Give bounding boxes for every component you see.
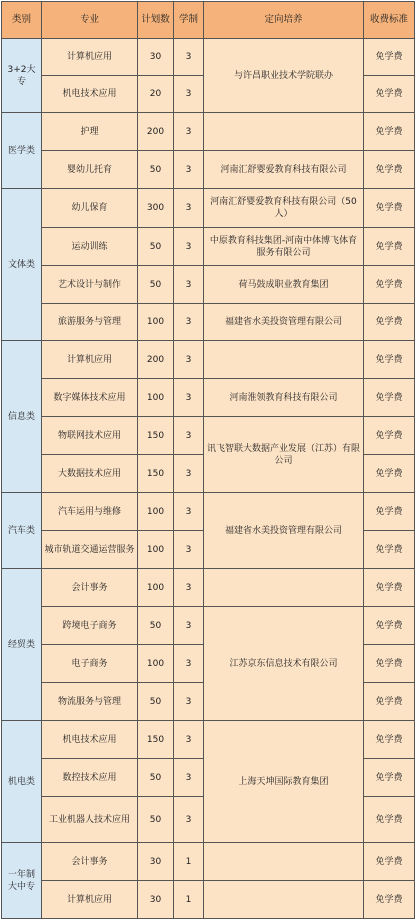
table-row: [2, 304, 415, 341]
table-row: [2, 189, 415, 228]
table-row: [2, 266, 415, 304]
header-category: 类别: [2, 2, 42, 39]
plan-cell: 100: [138, 645, 174, 683]
table-row: [2, 151, 415, 189]
fee-cell: 免学费: [364, 151, 415, 189]
years-cell: 3: [174, 151, 204, 189]
orientation-cell: [204, 341, 364, 379]
years-cell: 3: [174, 189, 204, 228]
orientation-cell: [204, 113, 364, 151]
orientation-cell: [204, 881, 364, 919]
orientation-cell: 中原教育科技集团-河南中体博飞体育服务有限公司: [204, 228, 364, 266]
fee-cell: 免学费: [364, 759, 415, 797]
category-cell: 3+2大专: [2, 39, 42, 113]
orientation-cell: 福建省水美投资管理有限公司: [204, 304, 364, 341]
plan-cell: 300: [138, 189, 174, 228]
major-cell: 工业机器人技术应用: [42, 797, 138, 843]
major-cell: 跨境电子商务: [42, 607, 138, 645]
plan-cell: 50: [138, 759, 174, 797]
years-cell: 3: [174, 797, 204, 843]
orientation-cell: 福建省水美投资管理有限公司: [204, 493, 364, 569]
fee-cell: 免学费: [364, 569, 415, 607]
fee-cell: 免学费: [364, 304, 415, 341]
major-cell: 会计事务: [42, 569, 138, 607]
fee-cell: 免学费: [364, 797, 415, 843]
plan-cell: 200: [138, 113, 174, 151]
major-cell: 婴幼儿托育: [42, 151, 138, 189]
years-cell: 3: [174, 531, 204, 569]
plan-cell: 50: [138, 683, 174, 721]
table-row: [2, 379, 415, 417]
fee-cell: 免学费: [364, 721, 415, 759]
fee-cell: 免学费: [364, 843, 415, 881]
plan-cell: 100: [138, 304, 174, 341]
major-cell: 汽车运用与维修: [42, 493, 138, 531]
years-cell: 3: [174, 455, 204, 493]
fee-cell: 免学费: [364, 228, 415, 266]
major-cell: 计算机应用: [42, 881, 138, 919]
table-row: [2, 228, 415, 266]
orientation-cell: 与许昌职业技术学院联办: [204, 39, 364, 113]
major-cell: 运动训练: [42, 228, 138, 266]
years-cell: 1: [174, 881, 204, 919]
orientation-cell: [204, 843, 364, 881]
years-cell: 3: [174, 683, 204, 721]
fee-cell: 免学费: [364, 645, 415, 683]
major-cell: 物流服务与管理: [42, 683, 138, 721]
major-cell: 计算机应用: [42, 39, 138, 76]
table-row: [2, 39, 415, 76]
major-cell: 护理: [42, 113, 138, 151]
plan-cell: 50: [138, 228, 174, 266]
header-years: 学制: [174, 2, 204, 39]
orientation-cell: 上海天坤国际教育集团: [204, 721, 364, 843]
fee-cell: 免学费: [364, 113, 415, 151]
major-cell: 城市轨道交通运营服务: [42, 531, 138, 569]
years-cell: 3: [174, 417, 204, 455]
years-cell: 3: [174, 266, 204, 304]
fee-cell: 免学费: [364, 266, 415, 304]
plan-cell: 150: [138, 417, 174, 455]
years-cell: 3: [174, 645, 204, 683]
fee-cell: 免学费: [364, 531, 415, 569]
orientation-cell: 河南汇舒婴爱教育科技有限公司（50人）: [204, 189, 364, 228]
years-cell: 3: [174, 228, 204, 266]
major-cell: 大数据技术应用: [42, 455, 138, 493]
major-cell: 数字媒体技术应用: [42, 379, 138, 417]
category-cell: 信息类: [2, 341, 42, 493]
category-cell: 汽车类: [2, 493, 42, 569]
category-cell: 文体类: [2, 189, 42, 341]
fee-cell: 免学费: [364, 493, 415, 531]
plan-cell: 100: [138, 379, 174, 417]
table-row: [2, 341, 415, 379]
header-orientation: 定向培养: [204, 2, 364, 39]
years-cell: 3: [174, 379, 204, 417]
years-cell: 3: [174, 759, 204, 797]
category-cell: 经贸类: [2, 569, 42, 721]
plan-cell: 50: [138, 607, 174, 645]
category-cell: 机电类: [2, 721, 42, 843]
plan-cell: 30: [138, 881, 174, 919]
fee-cell: 免学费: [364, 881, 415, 919]
category-cell: 医学类: [2, 113, 42, 189]
fee-cell: 免学费: [364, 189, 415, 228]
years-cell: 3: [174, 304, 204, 341]
plan-cell: 30: [138, 39, 174, 76]
plan-cell: 50: [138, 151, 174, 189]
table-row: [2, 843, 415, 881]
plan-cell: 30: [138, 843, 174, 881]
orientation-cell: 河南淮领教育科技有限公司: [204, 379, 364, 417]
major-cell: 机电技术应用: [42, 721, 138, 759]
table-row: [2, 417, 415, 455]
years-cell: 3: [174, 569, 204, 607]
plan-cell: 50: [138, 266, 174, 304]
enrollment-plan-table: [1, 1, 415, 919]
table-row: [2, 881, 415, 919]
fee-cell: 免学费: [364, 76, 415, 113]
major-cell: 机电技术应用: [42, 76, 138, 113]
orientation-cell: 讯飞智联大数据产业发展（江苏）有限公司: [204, 417, 364, 493]
table-row: [2, 721, 415, 759]
header-major: 专业: [42, 2, 138, 39]
header-plan: 计划数: [138, 2, 174, 39]
fee-cell: 免学费: [364, 417, 415, 455]
major-cell: 物联网技术应用: [42, 417, 138, 455]
major-cell: 电子商务: [42, 645, 138, 683]
years-cell: 1: [174, 843, 204, 881]
major-cell: 艺术设计与制作: [42, 266, 138, 304]
header-fee: 收费标准: [364, 2, 415, 39]
plan-cell: 200: [138, 341, 174, 379]
major-cell: 幼儿保育: [42, 189, 138, 228]
major-cell: 计算机应用: [42, 341, 138, 379]
years-cell: 3: [174, 76, 204, 113]
plan-cell: 50: [138, 797, 174, 843]
major-cell: 旅游服务与管理: [42, 304, 138, 341]
major-cell: 数控技术应用: [42, 759, 138, 797]
orientation-cell: [204, 569, 364, 607]
years-cell: 3: [174, 113, 204, 151]
plan-cell: 150: [138, 455, 174, 493]
table-row: [2, 607, 415, 645]
plan-cell: 150: [138, 721, 174, 759]
table-row: [2, 569, 415, 607]
years-cell: 3: [174, 341, 204, 379]
category-cell: 一年制大中专: [2, 843, 42, 919]
table-row: [2, 113, 415, 151]
orientation-cell: 河南汇舒婴爱教育科技有限公司: [204, 151, 364, 189]
major-cell: 会计事务: [42, 843, 138, 881]
plan-cell: 20: [138, 76, 174, 113]
orientation-cell: 荷马鼓成职业教育集团: [204, 266, 364, 304]
plan-cell: 100: [138, 531, 174, 569]
fee-cell: 免学费: [364, 683, 415, 721]
table-header-row: [2, 2, 415, 39]
fee-cell: 免学费: [364, 607, 415, 645]
plan-cell: 100: [138, 569, 174, 607]
years-cell: 3: [174, 39, 204, 76]
years-cell: 3: [174, 607, 204, 645]
fee-cell: 免学费: [364, 455, 415, 493]
years-cell: 3: [174, 721, 204, 759]
fee-cell: 免学费: [364, 39, 415, 76]
plan-cell: 100: [138, 493, 174, 531]
fee-cell: 免学费: [364, 341, 415, 379]
orientation-cell: 江苏京东信息技术有限公司: [204, 607, 364, 721]
table-row: [2, 493, 415, 531]
years-cell: 3: [174, 493, 204, 531]
fee-cell: 免学费: [364, 379, 415, 417]
